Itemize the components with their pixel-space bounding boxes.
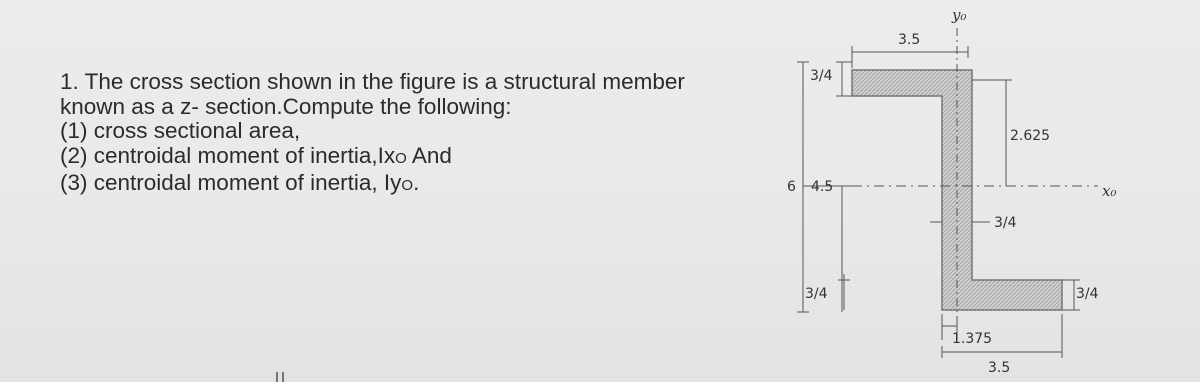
problem-line-3: (1) cross sectional area, xyxy=(60,118,301,143)
x-axis-label: x₀ xyxy=(1102,182,1117,200)
dim-web-to-centroid-label: 2.625 xyxy=(1010,128,1051,144)
problem-line-5-text: (3) centroidal moment of inertia, Iy xyxy=(60,170,402,195)
dim-web-to-centroid xyxy=(972,80,1012,186)
problem-line-4-text: (2) centroidal moment of inertia,Ix xyxy=(60,142,396,168)
dim-centroid-height-label: 4.5 xyxy=(811,179,834,195)
dim-bottom-flange-left-label: 3/4 xyxy=(805,286,828,302)
dim-overall-height-label: 6 xyxy=(787,179,796,195)
dim-bottom-flange-thickness-left xyxy=(838,274,850,310)
dim-top-width-label: 3.5 xyxy=(898,32,921,48)
y-axis-label: y₀ xyxy=(952,6,967,24)
dim-bottom-offset-label: 1.375 xyxy=(952,331,993,347)
problem-line-2: known as a z- section.Compute the following: xyxy=(60,93,512,119)
dim-top-width xyxy=(852,46,968,68)
problem-line-1: 1. The cross section shown in the figure is a structural member xyxy=(60,69,685,94)
dim-bottom-flange-right-label: 3/4 xyxy=(1076,286,1099,302)
problem-line-5-subscript: O xyxy=(401,177,414,194)
dim-bottom-width-label: 3.5 xyxy=(988,360,1011,376)
dim-top-flange-thickness-label: 3/4 xyxy=(810,68,833,84)
scan-artifact xyxy=(276,372,284,382)
problem-line-4-suffix: And xyxy=(406,142,452,168)
problem-line-5-suffix: . xyxy=(413,170,420,195)
dim-top-flange-thickness xyxy=(836,62,852,96)
dim-web-thickness-label: 3/4 xyxy=(994,215,1017,231)
dim-overall-height xyxy=(797,62,809,312)
problem-line-4-subscript: O xyxy=(395,149,407,167)
